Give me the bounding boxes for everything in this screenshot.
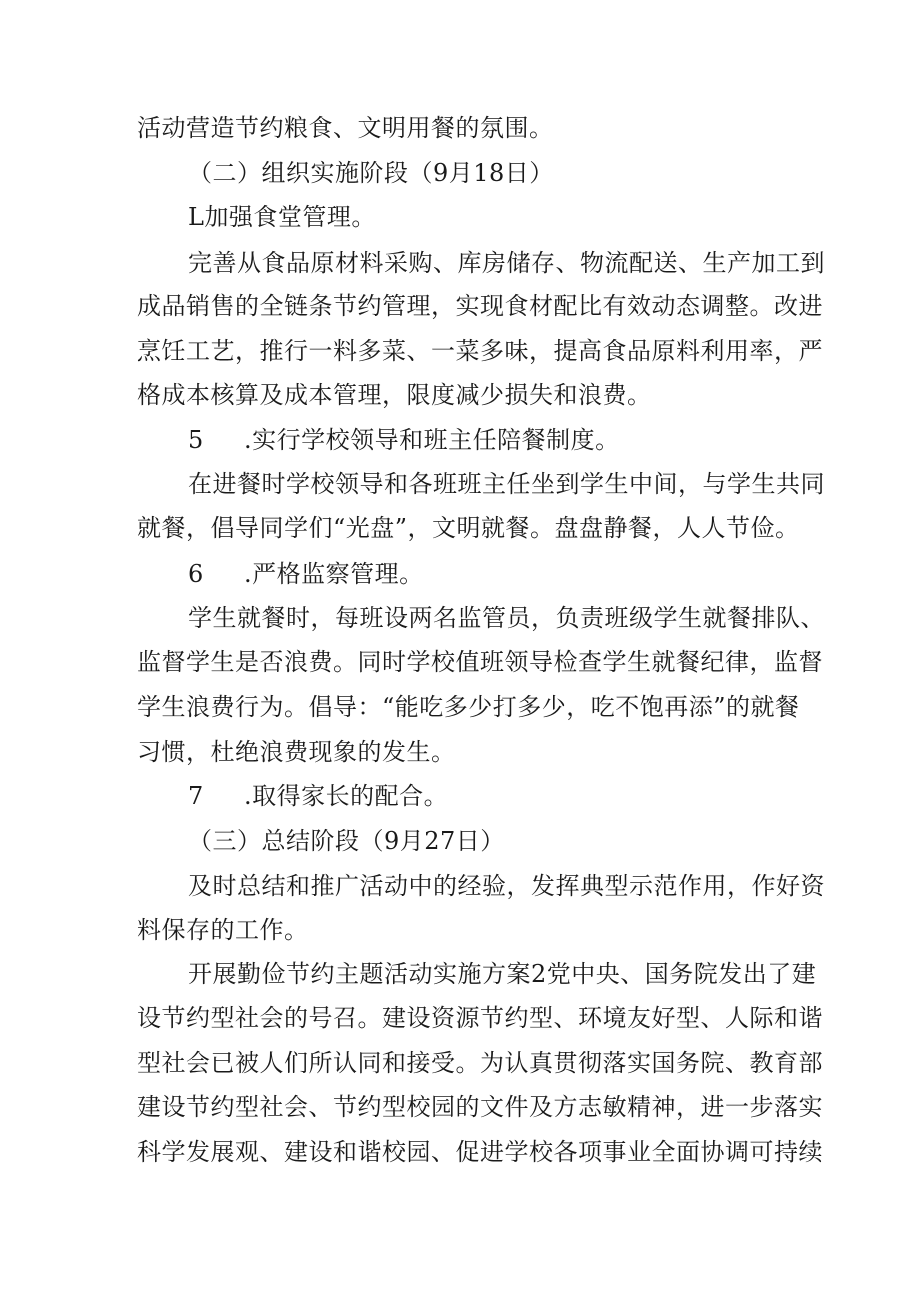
item-heading-canteen: L加强食堂管理。 (188, 203, 376, 231)
paragraph-line: 格成本核算及成本管理，限度减少损失和浪费。 (137, 381, 652, 409)
item-number: 7 (188, 782, 204, 810)
paragraph-line: 料保存的工作。 (137, 916, 309, 944)
item-heading-accompany-meal (188, 425, 620, 455)
item-dot: . (244, 426, 253, 454)
item-heading-supervision (188, 559, 424, 589)
paragraph-line: 习惯，杜绝浪费现象的发生。 (137, 738, 456, 766)
item-title: 实行学校领导和班主任陪餐制度。 (252, 426, 620, 454)
paragraph-line: 成品销售的全链条节约管理，实现食材配比有效动态调整。改进 (137, 292, 823, 320)
paragraph-line: 开展勤俭节约主题活动实施方案2党中央、国务院发出了建 (188, 960, 817, 988)
paragraph-line: 建设节约型社会、节约型校园的文件及方志敏精神，进一步落实 (137, 1093, 823, 1121)
item-dot: . (244, 560, 253, 588)
item-number: 5 (188, 426, 204, 454)
section-heading-summary: （三）总结阶段（9月27日） (188, 827, 505, 855)
section-heading-implementation: （二）组织实施阶段（9月18日） (188, 159, 554, 187)
item-dot: . (244, 782, 253, 810)
paragraph-line: 型社会已被人们所认同和接受。为认真贯彻落实国务院、教育部 (137, 1049, 823, 1077)
paragraph-line: 设节约型社会的号召。建设资源节约型、环境友好型、人际和谐 (137, 1004, 823, 1032)
paragraph-line: 学生就餐时，每班设两名监管员，负责班级学生就餐排队、 (188, 604, 825, 632)
paragraph-line: 科学发展观、建设和谐校园、促进学校各项事业全面协调可持续 (137, 1138, 823, 1166)
item-title: 取得家长的配合。 (252, 782, 449, 810)
item-number: 6 (188, 560, 204, 588)
paragraph-line: 就餐，倡导同学们“光盘”，文明就餐。盘盘静餐，人人节俭。 (137, 514, 800, 542)
paragraph-line: 监督学生是否浪费。同时学校值班领导检查学生就餐纪律，监督 (137, 648, 823, 676)
item-heading-parents (188, 781, 448, 811)
paragraph-line: 在进餐时学校领导和各班班主任坐到学生中间，与学生共同 (188, 470, 825, 498)
paragraph-line: 完善从食品原材料采购、库房储存、物流配送、生产加工到 (188, 249, 825, 277)
paragraph-line: 学生浪费行为。倡导：“能吃多少打多少，吃不饱再添”的就餐 (137, 693, 800, 721)
paragraph-line: 及时总结和推广活动中的经验，发挥典型示范作用，作好资 (188, 872, 825, 900)
paragraph-line: 烹饪工艺，推行一料多菜、一菜多味，提高食品原料利用率，严 (137, 337, 823, 365)
paragraph-line: 活动营造节约粮食、文明用餐的氛围。 (137, 114, 554, 142)
item-title: 严格监察管理。 (252, 560, 424, 588)
